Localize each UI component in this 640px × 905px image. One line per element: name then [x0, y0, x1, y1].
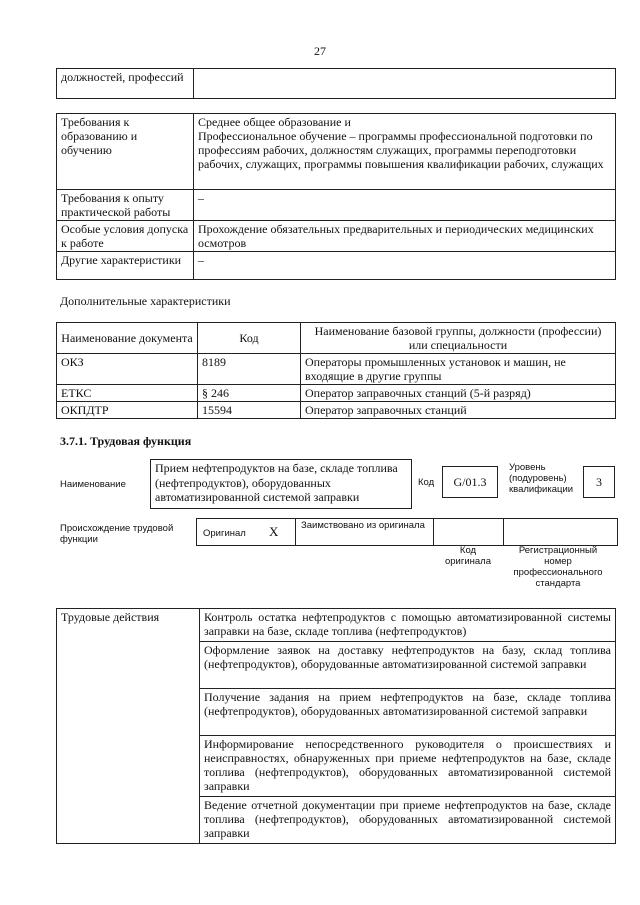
- additional-cell: ОКПДТР: [57, 402, 198, 419]
- reg-number-label: Регистрационный номер профессионального стандарта: [513, 545, 603, 589]
- requirements-table: [56, 113, 616, 280]
- function-heading: 3.7.1. Трудовая функция: [60, 434, 192, 448]
- req-label-education: Требования к образованию и обучению: [57, 114, 194, 190]
- additional-header-name: Наименование базовой группы, должности (профессии) или специальности: [301, 323, 616, 354]
- origin-divider: [433, 519, 434, 545]
- req-value-special: Прохождение обязательных предварительных и периодических медицинских осмотров: [194, 221, 616, 252]
- req-label-experience: Требования к опыту практической работы: [57, 190, 194, 221]
- function-code-value: G/01.3: [442, 466, 498, 498]
- additional-cell: Оператор заправочных станций (5-й разряд): [301, 385, 616, 402]
- req-label-special: Особые условия допуска к работе: [57, 221, 194, 252]
- row-value: [194, 69, 616, 99]
- additional-cell: Оператор заправочных станций: [301, 402, 616, 419]
- origin-divider: [295, 519, 296, 545]
- labor-action-item: Получение задания на прием нефтепродуктов на базе, складе топлива (нефтепродуктов), оборудованных автоматизированной системой заправки: [200, 689, 616, 736]
- additional-cell: ОКЗ: [57, 354, 198, 385]
- table-row: [57, 385, 616, 402]
- function-level-value: 3: [583, 466, 615, 498]
- origin-divider: [503, 519, 504, 545]
- req-value-other: –: [194, 252, 616, 280]
- labor-actions-label: Трудовые действия: [57, 609, 200, 844]
- top-fragment-table: [56, 68, 616, 99]
- additional-cell: Операторы промышленных установок и машин, не входящие в другие группы: [301, 354, 616, 385]
- original-mark: X: [269, 524, 279, 539]
- origin-box: [196, 518, 618, 546]
- additional-cell: 8189: [198, 354, 301, 385]
- origin-label: Происхождение трудовой функции: [60, 523, 174, 545]
- labor-action-item: Оформление заявок на доставку нефтепродуктов на базу, склад топлива (нефтепродуктов), оборудованные автоматизированной системой заправки: [200, 642, 616, 689]
- row-label: должностей, профессий: [57, 69, 194, 99]
- additional-header-doc: Наименование документа: [57, 323, 198, 354]
- req-value-education: [194, 114, 616, 190]
- original-label: Оригинал: [203, 528, 246, 539]
- req-label-other: Другие характеристики: [57, 252, 194, 280]
- borrowed-label: Заимствовано из оригинала: [301, 520, 425, 531]
- table-row: [57, 609, 616, 642]
- req-education-line1: Среднее общее образование и: [198, 115, 351, 129]
- labor-action-item: Информирование непосредственного руководителя о происшествиях и неисправностях, обнаруженных при приеме нефтепродуктов на базе, складе топлива (нефтепродуктов), оборудованных автоматизированной системой заправки: [200, 736, 616, 797]
- code-original-label: Код оригинала: [444, 545, 491, 567]
- req-value-experience: –: [194, 190, 616, 221]
- function-name-label: Наименование: [60, 479, 126, 490]
- additional-header-code: Код: [198, 323, 301, 354]
- req-education-line2: Профессиональное обучение – программы профессиональной подготовки по профессиям рабочих, должностям служащих, программы переподготовки рабочих, служащих, программы повышения квалификации рабочих, служащих: [198, 129, 604, 171]
- table-row: [57, 402, 616, 419]
- page-number: 27: [314, 44, 326, 58]
- additional-cell: 15594: [198, 402, 301, 419]
- labor-action-item: Контроль остатка нефтепродуктов с помощью автоматизированной системы заправки на базе, складе топлива (нефтепродуктов): [200, 609, 616, 642]
- additional-title: Дополнительные характеристики: [60, 294, 231, 308]
- function-level-label: Уровень (подуровень) квалификации: [509, 462, 574, 495]
- labor-action-item: Ведение отчетной документации при приеме нефтепродуктов на базе, складе топлива (нефтепродуктов), оборудованных автоматизированной системой заправки: [200, 797, 616, 844]
- function-name-value: Прием нефтепродуктов на базе, складе топлива (нефтепродуктов), оборудованных автоматизированной системой заправки: [150, 459, 412, 509]
- table-row: [57, 354, 616, 385]
- additional-cell: ЕТКС: [57, 385, 198, 402]
- labor-actions-table: [56, 608, 616, 844]
- additional-table: [56, 322, 616, 419]
- function-code-label: Код: [418, 477, 435, 488]
- additional-cell: § 246: [198, 385, 301, 402]
